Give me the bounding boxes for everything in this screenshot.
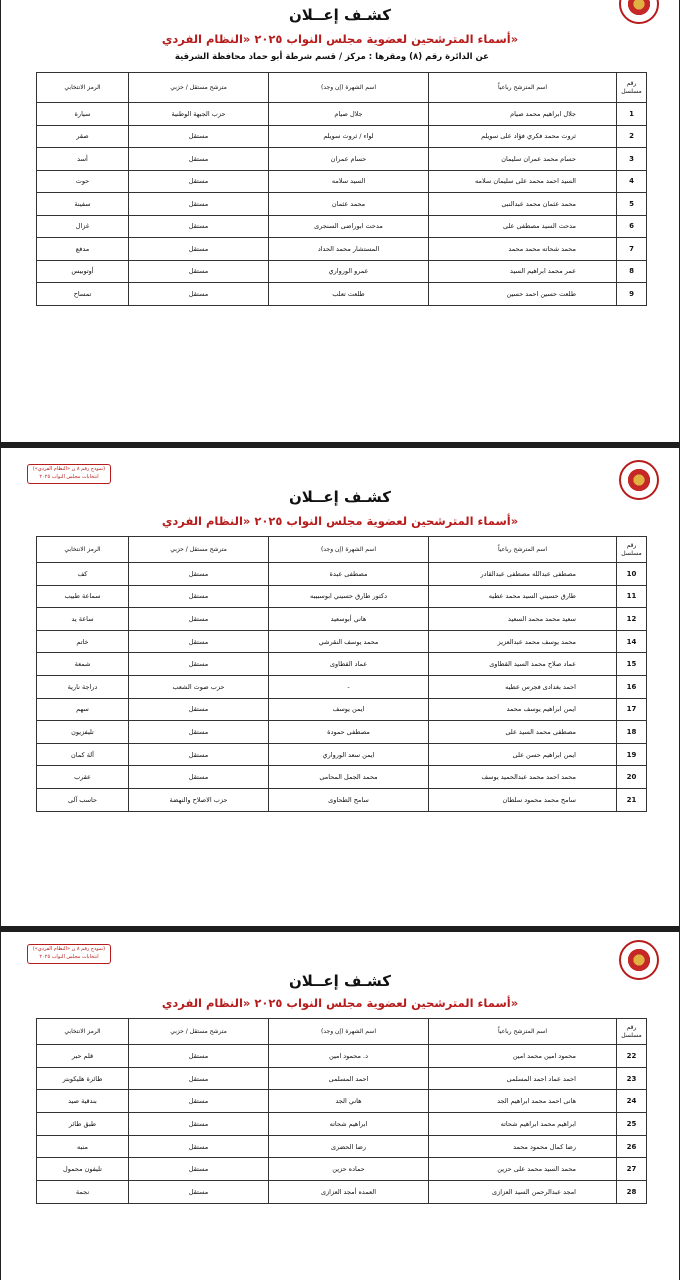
cell-serial-number: 26 — [617, 1135, 647, 1158]
cell-candidate-name: امجد عبدالرحمن السيد العزازى — [429, 1181, 617, 1204]
cell-electoral-symbol: أوتوبيس — [37, 260, 129, 283]
cell-candidacy-type: مستقل — [129, 170, 269, 193]
cell-candidacy-type: مستقل — [129, 766, 269, 789]
table-row — [37, 1067, 647, 1090]
cell-candidate-name: محمد شحاته محمد محمد — [429, 238, 617, 261]
column-header-serial-number: رقم مسلسل — [617, 73, 647, 103]
table-row — [37, 608, 647, 631]
cell-candidate-name: جلال ابراهيم محمد صيام — [429, 103, 617, 126]
cell-electoral-symbol: تليفزيون — [37, 721, 129, 744]
cell-nickname: محمد يوسف النقرشي — [269, 630, 429, 653]
cell-candidate-name: عماد صلاح محمد السيد القطاوى — [429, 653, 617, 676]
cell-electoral-symbol: دراجة نارية — [37, 675, 129, 698]
cell-candidacy-type: مستقل — [129, 721, 269, 744]
table-row — [37, 585, 647, 608]
cell-candidacy-type: مستقل — [129, 193, 269, 216]
table-row — [37, 125, 647, 148]
cell-nickname: مصطفى عبدة — [269, 563, 429, 586]
cell-candidacy-type: حزب الجبهة الوطنية — [129, 103, 269, 126]
cell-nickname: هاني الجد — [269, 1090, 429, 1113]
cell-serial-number: 23 — [617, 1067, 647, 1090]
table-row — [37, 238, 647, 261]
cell-candidacy-type: مستقل — [129, 1045, 269, 1068]
cell-candidacy-type: مستقل — [129, 630, 269, 653]
cell-candidacy-type: مستقل — [129, 283, 269, 306]
cell-candidacy-type: مستقل — [129, 238, 269, 261]
cell-electoral-symbol: أسد — [37, 148, 129, 171]
cell-candidacy-type: مستقل — [129, 260, 269, 283]
table-row — [37, 1045, 647, 1068]
table-row — [37, 653, 647, 676]
cell-nickname: حماده حزين — [269, 1158, 429, 1181]
cell-candidacy-type: مستقل — [129, 125, 269, 148]
table-row — [37, 1090, 647, 1113]
cell-candidate-name: سامح محمد محمود سلطان — [429, 788, 617, 811]
table-row — [37, 1135, 647, 1158]
form-stamp: (نموذج رقم ٨ ن «النظام الفردي») انتخابات مجلس النواب ٢٠٢٥ — [27, 944, 111, 964]
cell-candidate-name: احمد بغدادى فجرس عطيه — [429, 675, 617, 698]
cell-nickname: سامح الطحاوى — [269, 788, 429, 811]
cell-candidacy-type: مستقل — [129, 608, 269, 631]
cell-electoral-symbol: صقر — [37, 125, 129, 148]
cell-candidacy-type: مستقل — [129, 215, 269, 238]
cell-nickname: دكتور طارق حسيني ابوسبيبه — [269, 585, 429, 608]
cell-nickname: د. محمود امين — [269, 1045, 429, 1068]
cell-candidate-name: محمد يوسف محمد عبدالعزيز — [429, 630, 617, 653]
cell-candidate-name: محمد احمد محمد عبدالحميد يوسف — [429, 766, 617, 789]
table-row — [37, 698, 647, 721]
cell-candidacy-type: حزب صوت الشعب — [129, 675, 269, 698]
cell-electoral-symbol: سفينة — [37, 193, 129, 216]
cell-candidacy-type: مستقل — [129, 698, 269, 721]
table-header-row — [37, 537, 647, 563]
cell-electoral-symbol: كف — [37, 563, 129, 586]
cell-nickname: احمد المسلمى — [269, 1067, 429, 1090]
cell-nickname: مصطفى حمودة — [269, 721, 429, 744]
column-header-nickname: اسم الشهرة (إن وجد) — [269, 1019, 429, 1045]
cell-electoral-symbol: سهم — [37, 698, 129, 721]
cell-candidacy-type: مستقل — [129, 148, 269, 171]
page-subtitle: أسماء المترشحين لعضوية مجلس النواب ٢٠٢٥ «النظام الفردي» — [161, 32, 519, 46]
page-title: كشـف إعــلان — [288, 488, 392, 506]
table-row — [37, 170, 647, 193]
cell-serial-number: 10 — [617, 563, 647, 586]
cell-candidacy-type: مستقل — [129, 1135, 269, 1158]
cell-electoral-symbol: غزال — [37, 215, 129, 238]
table-body — [37, 103, 647, 306]
cell-candidate-name: رضا كمال محمود محمد — [429, 1135, 617, 1158]
table-row — [37, 215, 647, 238]
cell-nickname: محمد الجمل المحامى — [269, 766, 429, 789]
cell-electoral-symbol: آلة كمان — [37, 743, 129, 766]
cell-electoral-symbol: نجمة — [37, 1181, 129, 1204]
table-row — [37, 675, 647, 698]
column-header-electoral-symbol: الرمز الانتخابي — [37, 1019, 129, 1045]
column-header-nickname: اسم الشهرة (إن وجد) — [269, 537, 429, 563]
column-header-candidate-name: اسم المترشح رباعياً — [429, 537, 617, 563]
cell-serial-number: 15 — [617, 653, 647, 676]
cell-nickname: ايمن سعد الورواري — [269, 743, 429, 766]
column-header-electoral-symbol: الرمز الانتخابي — [37, 73, 129, 103]
table-row — [37, 721, 647, 744]
cell-nickname: المستشار محمد الحداد — [269, 238, 429, 261]
cell-serial-number: 25 — [617, 1113, 647, 1136]
cell-candidate-name: السيد احمد محمد على سليمان سلامه — [429, 170, 617, 193]
column-header-candidate-name: اسم المترشح رباعياً — [429, 73, 617, 103]
cell-candidacy-type: مستقل — [129, 1090, 269, 1113]
cell-candidate-name: ايمن ابراهيم يوسف محمد — [429, 698, 617, 721]
table-row — [37, 743, 647, 766]
cell-nickname: لواء / ثروت سويلم — [269, 125, 429, 148]
cell-serial-number: 18 — [617, 721, 647, 744]
table-row — [37, 148, 647, 171]
cell-candidacy-type: مستقل — [129, 1158, 269, 1181]
cell-serial-number: 11 — [617, 585, 647, 608]
table-row — [37, 766, 647, 789]
table-row — [37, 788, 647, 811]
cell-serial-number: 17 — [617, 698, 647, 721]
cell-nickname: رضا الحضرى — [269, 1135, 429, 1158]
candidates-table — [36, 1018, 647, 1204]
table-row — [37, 260, 647, 283]
table-body — [37, 1045, 647, 1204]
cell-electoral-symbol: طبق طائر — [37, 1113, 129, 1136]
cell-candidacy-type: حزب الاصلاح والنهضة — [129, 788, 269, 811]
cell-electoral-symbol: سماعة طبيب — [37, 585, 129, 608]
document-page-2 — [0, 448, 680, 926]
table-header-row — [37, 73, 647, 103]
cell-serial-number: 6 — [617, 215, 647, 238]
cell-serial-number: 3 — [617, 148, 647, 171]
cell-electoral-symbol: سيارة — [37, 103, 129, 126]
cell-candidate-name: سعيد محمد محمد السعيد — [429, 608, 617, 631]
cell-serial-number: 1 — [617, 103, 647, 126]
cell-electoral-symbol: خاتم — [37, 630, 129, 653]
cell-candidate-name: هانى احمد محمد ابراهيم الجد — [429, 1090, 617, 1113]
cell-nickname: هاني أبوسعيد — [269, 608, 429, 631]
table-row — [37, 283, 647, 306]
cell-nickname: طلعت تعلب — [269, 283, 429, 306]
cell-candidate-name: عمر محمد ابراهيم السيد — [429, 260, 617, 283]
column-header-candidacy-type: مترشح مستقل / حزبي — [129, 73, 269, 103]
cell-candidate-name: حسام محمد عمران سليمان — [429, 148, 617, 171]
column-header-nickname: اسم الشهرة (إن وجد) — [269, 73, 429, 103]
cell-nickname: العمده أمجد العزازى — [269, 1181, 429, 1204]
cell-candidacy-type: مستقل — [129, 653, 269, 676]
column-header-serial-number: رقم مسلسل — [617, 537, 647, 563]
table-row — [37, 630, 647, 653]
cell-nickname: محمد عثمان — [269, 193, 429, 216]
document-page-3 — [0, 932, 680, 1280]
candidates-table — [36, 536, 647, 812]
cell-nickname: جلال صيام — [269, 103, 429, 126]
column-header-electoral-symbol: الرمز الانتخابي — [37, 537, 129, 563]
table-row — [37, 193, 647, 216]
cell-electoral-symbol: قلم حبر — [37, 1045, 129, 1068]
cell-electoral-symbol: تليفون محمول — [37, 1158, 129, 1181]
cell-candidate-name: محمد عثمان محمد عبدالنبى — [429, 193, 617, 216]
cell-electoral-symbol: حوت — [37, 170, 129, 193]
cell-nickname: حسام عمران — [269, 148, 429, 171]
cell-serial-number: 28 — [617, 1181, 647, 1204]
cell-nickname: ابراهيم شحاته — [269, 1113, 429, 1136]
page-title: كشـف إعــلان — [288, 6, 392, 24]
cell-candidate-name: ثروت محمد فكري فؤاد على سويلم — [429, 125, 617, 148]
candidates-table — [36, 72, 647, 306]
table-row — [37, 103, 647, 126]
column-header-candidacy-type: مترشح مستقل / حزبي — [129, 1019, 269, 1045]
cell-candidate-name: ايمن ابراهيم حسن على — [429, 743, 617, 766]
cell-serial-number: 16 — [617, 675, 647, 698]
cell-candidate-name: طلعت حسين احمد حسين — [429, 283, 617, 306]
cell-candidate-name: ابراهيم محمد ابراهيم شحاته — [429, 1113, 617, 1136]
cell-electoral-symbol: شمعة — [37, 653, 129, 676]
cell-serial-number: 4 — [617, 170, 647, 193]
cell-serial-number: 9 — [617, 283, 647, 306]
cell-serial-number: 2 — [617, 125, 647, 148]
cell-candidate-name: مدحت السيد مصطفى على — [429, 215, 617, 238]
cell-electoral-symbol: طائرة هليكوبتر — [37, 1067, 129, 1090]
cell-nickname: ايمن يوسف — [269, 698, 429, 721]
cell-nickname: السيد سلامه — [269, 170, 429, 193]
cell-serial-number: 5 — [617, 193, 647, 216]
cell-candidate-name: طارق حسيني السيد محمد عطيه — [429, 585, 617, 608]
cell-nickname: عمرو الورواري — [269, 260, 429, 283]
cell-candidate-name: احمد عماد احمد المسلمى — [429, 1067, 617, 1090]
cell-nickname: مدحت ابوراضى السنجرى — [269, 215, 429, 238]
table-header-row — [37, 1019, 647, 1045]
cell-candidacy-type: مستقل — [129, 563, 269, 586]
cell-candidacy-type: مستقل — [129, 1181, 269, 1204]
cell-serial-number: 8 — [617, 260, 647, 283]
table-row — [37, 1181, 647, 1204]
document-page-1 — [0, 0, 680, 442]
cell-candidacy-type: مستقل — [129, 585, 269, 608]
cell-candidacy-type: مستقل — [129, 1113, 269, 1136]
column-header-candidate-name: اسم المترشح رباعياً — [429, 1019, 617, 1045]
cell-nickname: عماد القطاوى — [269, 653, 429, 676]
cell-electoral-symbol: تمساح — [37, 283, 129, 306]
cell-serial-number: 27 — [617, 1158, 647, 1181]
cell-serial-number: 14 — [617, 630, 647, 653]
cell-electoral-symbol: حاسب آلى — [37, 788, 129, 811]
cell-candidate-name: مصطفى محمد السيد على — [429, 721, 617, 744]
column-header-candidacy-type: مترشح مستقل / حزبي — [129, 537, 269, 563]
cell-serial-number: 20 — [617, 766, 647, 789]
page-subtitle: أسماء المترشحين لعضوية مجلس النواب ٢٠٢٥ «النظام الفردي» — [161, 996, 519, 1010]
table-row — [37, 1158, 647, 1181]
cell-serial-number: 22 — [617, 1045, 647, 1068]
cell-candidate-name: محمود امين محمد امين — [429, 1045, 617, 1068]
cell-serial-number: 19 — [617, 743, 647, 766]
cell-nickname: - — [269, 675, 429, 698]
cell-serial-number: 21 — [617, 788, 647, 811]
cell-electoral-symbol: عقرب — [37, 766, 129, 789]
form-stamp: (نموذج رقم ٨ ن «النظام الفردي») انتخابات مجلس النواب ٢٠٢٥ — [27, 464, 111, 484]
page-title: كشـف إعــلان — [288, 972, 392, 990]
cell-serial-number: 12 — [617, 608, 647, 631]
district-info: عن الدائرة رقم (٨) ومقرها : مركز / قسم شرطة أبو حماد محافظة الشرقية — [174, 52, 489, 62]
page-subtitle: أسماء المترشحين لعضوية مجلس النواب ٢٠٢٥ «النظام الفردي» — [161, 514, 519, 528]
cell-electoral-symbol: ساعة يد — [37, 608, 129, 631]
table-row — [37, 563, 647, 586]
cell-electoral-symbol: مدفع — [37, 238, 129, 261]
cell-electoral-symbol: منبه — [37, 1135, 129, 1158]
cell-candidate-name: مصطفى عبدالله مصطفى عبدالقادر — [429, 563, 617, 586]
table-body — [37, 563, 647, 812]
column-header-serial-number: رقم مسلسل — [617, 1019, 647, 1045]
cell-serial-number: 7 — [617, 238, 647, 261]
cell-serial-number: 24 — [617, 1090, 647, 1113]
table-row — [37, 1113, 647, 1136]
cell-candidacy-type: مستقل — [129, 1067, 269, 1090]
cell-candidacy-type: مستقل — [129, 743, 269, 766]
cell-candidate-name: محمد السيد محمد على حزين — [429, 1158, 617, 1181]
cell-electoral-symbol: بندقية صيد — [37, 1090, 129, 1113]
